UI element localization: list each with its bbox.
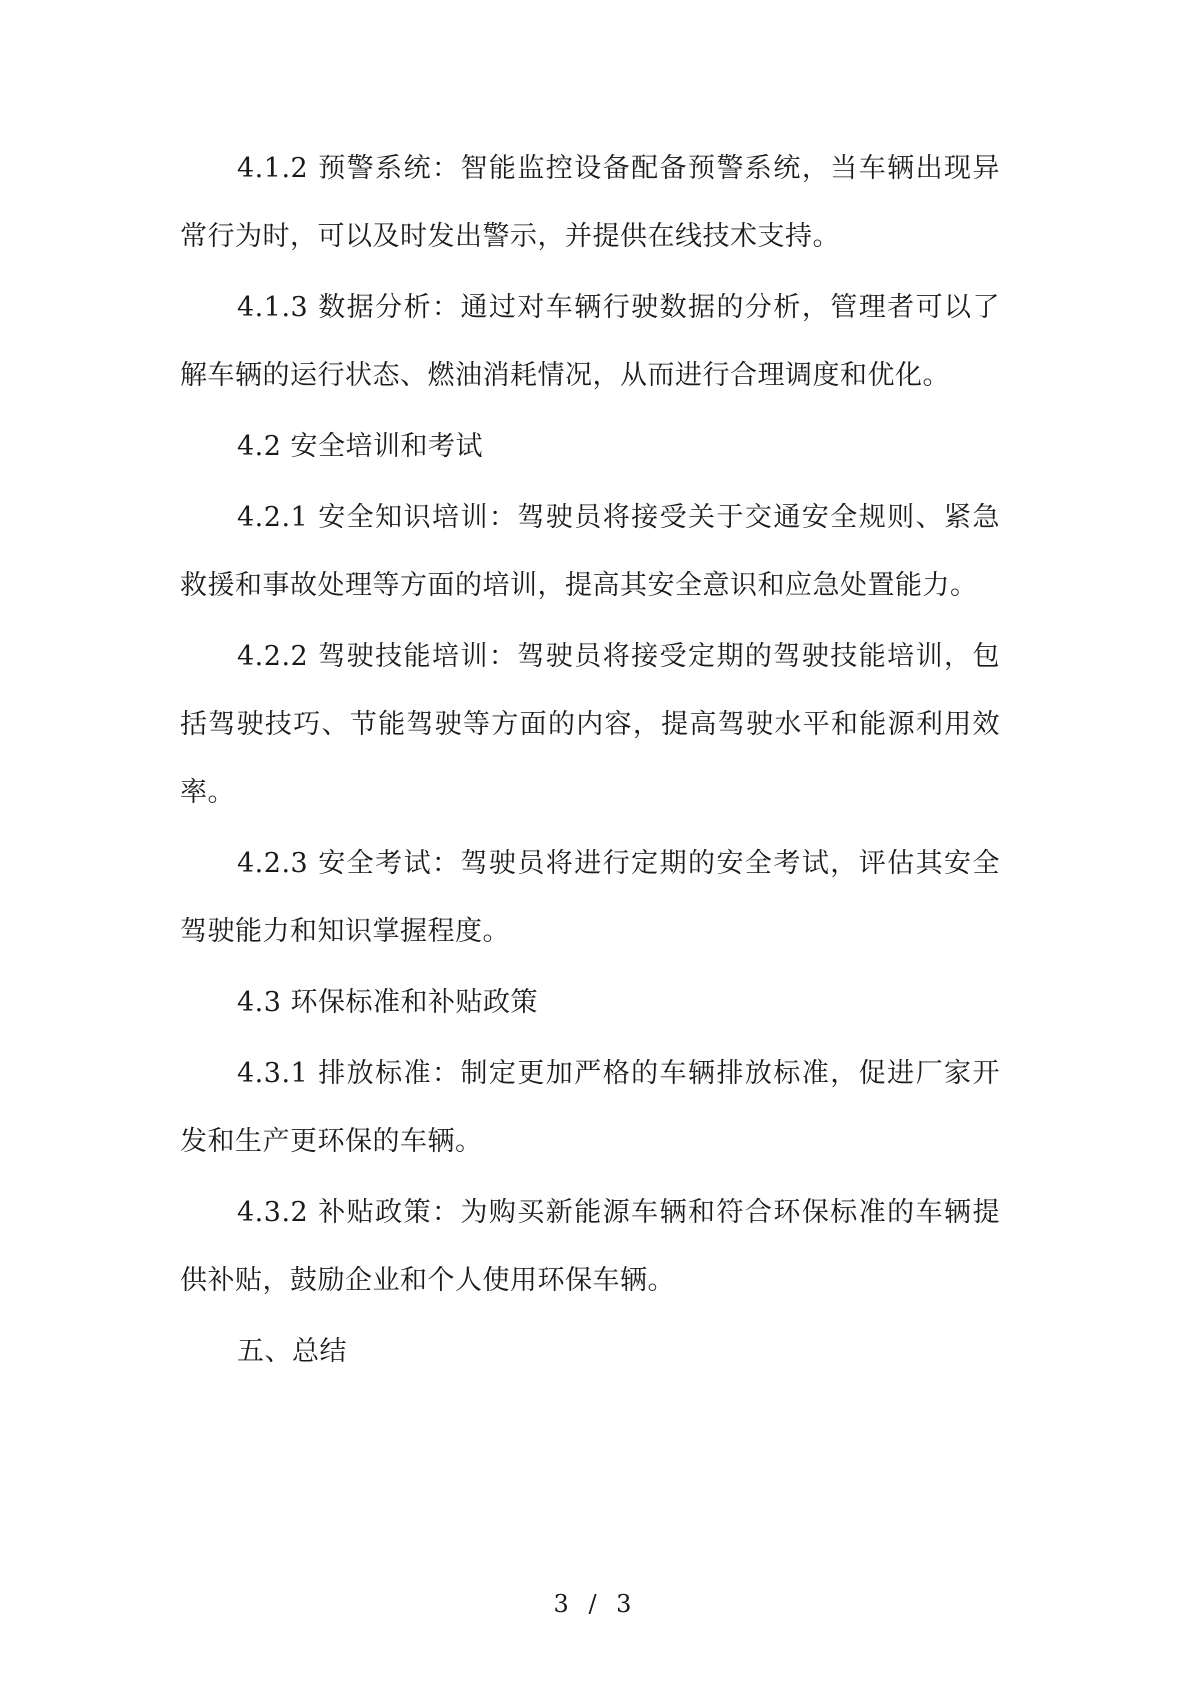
section-heading-4-2: 4.2 安全培训和考试 <box>237 431 484 462</box>
section-heading-5: 五、总结 <box>237 1336 347 1367</box>
paragraph-4-1-3: 4.1.3 数据分析：通过对车辆行驶数据的分析，管理者可以了解车辆的运行状态、燃油消耗情况，从而进行合理调度和优化。 <box>180 292 1000 391</box>
paragraph-4-3-1: 4.3.1 排放标准：制定更加严格的车辆排放标准，促进厂家开发和生产更环保的车辆。 <box>180 1058 1000 1157</box>
paragraph-4-2-2: 4.2.2 驾驶技能培训：驾驶员将接受定期的驾驶技能培训，包括驾驶技巧、节能驾驶等方面的内容，提高驾驶水平和能源利用效率。 <box>180 641 1000 808</box>
section-heading-4-3: 4.3 环保标准和补贴政策 <box>237 987 539 1018</box>
page-number: 3 / 3 <box>553 1590 638 1618</box>
paragraph-4-3-2: 4.3.2 补贴政策：为购买新能源车辆和符合环保标准的车辆提供补贴，鼓励企业和个人使用环保车辆。 <box>180 1197 1000 1296</box>
paragraph-4-1-2: 4.1.2 预警系统：智能监控设备配备预警系统，当车辆出现异常行为时，可以及时发出警示，并提供在线技术支持。 <box>180 153 1000 252</box>
document-body <box>180 135 1000 1389</box>
paragraph-4-2-1: 4.2.1 安全知识培训：驾驶员将接受关于交通安全规则、紧急救援和事故处理等方面的培训，提高其安全意识和应急处置能力。 <box>180 502 1000 601</box>
paragraph-4-2-3: 4.2.3 安全考试：驾驶员将进行定期的安全考试，评估其安全驾驶能力和知识掌握程度。 <box>180 848 1000 947</box>
